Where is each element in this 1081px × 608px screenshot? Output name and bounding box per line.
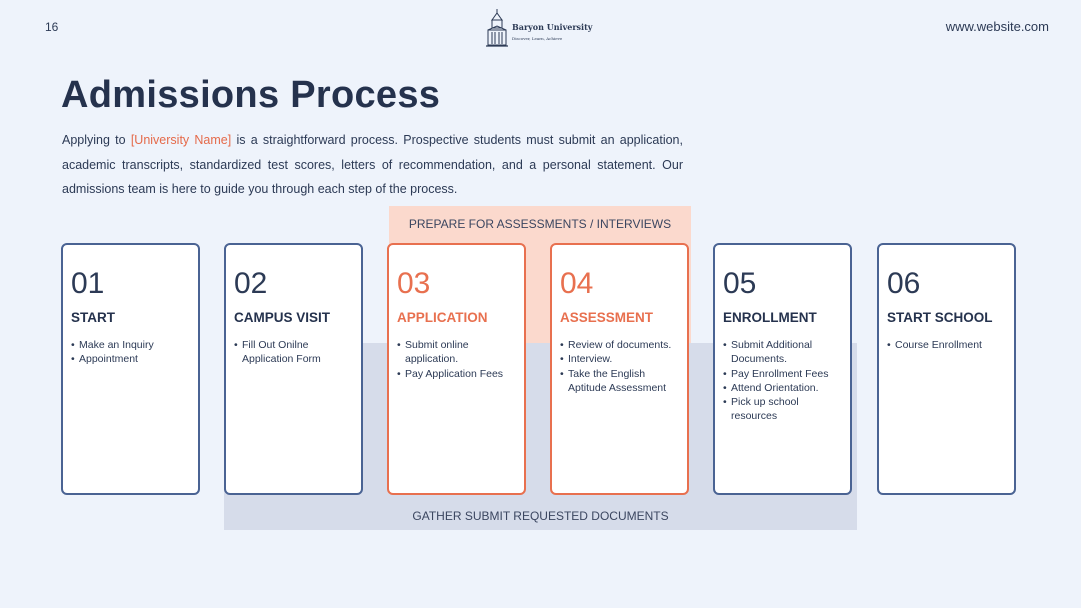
step-item: • Review of documents.: [560, 338, 684, 352]
documents-band-label: GATHER SUBMIT REQUESTED DOCUMENTS: [412, 509, 669, 523]
step-item: • Fill Out Onilne Application Form: [234, 338, 358, 367]
step-card-application: [387, 243, 526, 495]
step-number: 06: [887, 267, 921, 300]
step-card-start: [61, 243, 200, 495]
step-title: START: [71, 310, 115, 325]
step-item: • Attend Orientation.: [723, 381, 847, 395]
step-items: [397, 338, 521, 381]
step-item: • Interview.: [560, 352, 684, 366]
university-logo: [486, 8, 598, 48]
step-number: 03: [397, 267, 431, 300]
step-item: • Take the English Aptitude Assessment: [560, 367, 684, 396]
step-title: APPLICATION: [397, 310, 488, 325]
step-items: [887, 338, 1011, 352]
step-card-start-school: [877, 243, 1016, 495]
step-items: [71, 338, 195, 367]
logo-tagline: Discover, Learn, Achieve: [512, 36, 563, 41]
step-items: [234, 338, 358, 367]
step-item: • Pay Enrollment Fees: [723, 367, 847, 381]
step-card-campus-visit: [224, 243, 363, 495]
website-url: www.website.com: [945, 19, 1049, 34]
step-items: [723, 338, 847, 424]
step-item: • Pick up school resources: [723, 395, 847, 424]
step-title: ASSESSMENT: [560, 310, 654, 325]
intro-text-before: Applying to: [62, 133, 131, 147]
intro-text-after: is a straightforward process. Prospective students must submit an application, academic transcripts, standardized test scores, letters of recommendation, and a personal statement. Our admissions team is here to guide you through each step of the process.: [62, 133, 683, 196]
logo-name: Baryon University: [512, 22, 593, 32]
step-card-assessment: [550, 243, 689, 495]
intro-paragraph: [62, 128, 683, 202]
page-number: 16: [45, 20, 59, 34]
assessments-band-label: PREPARE FOR ASSESSMENTS / INTERVIEWS: [408, 217, 672, 231]
step-title: START SCHOOL: [887, 310, 993, 325]
step-item: • Appointment: [71, 352, 195, 366]
step-items: [560, 338, 684, 395]
step-item: • Make an Inquiry: [71, 338, 195, 352]
step-number: 01: [71, 267, 105, 300]
step-item: • Submit Additional Documents.: [723, 338, 847, 367]
step-number: 02: [234, 267, 268, 300]
step-number: 05: [723, 267, 757, 300]
step-item: • Submit online application.: [397, 338, 521, 367]
university-name-placeholder: [University Name]: [130, 133, 232, 147]
building-icon: [486, 8, 508, 48]
step-card-enrollment: [713, 243, 852, 495]
step-title: ENROLLMENT: [723, 310, 817, 325]
step-number: 04: [560, 267, 594, 300]
step-title: CAMPUS VISIT: [234, 310, 331, 325]
step-item: • Course Enrollment: [887, 338, 1011, 352]
step-item: • Pay Application Fees: [397, 367, 521, 381]
page-title: Admissions Process: [61, 74, 441, 116]
